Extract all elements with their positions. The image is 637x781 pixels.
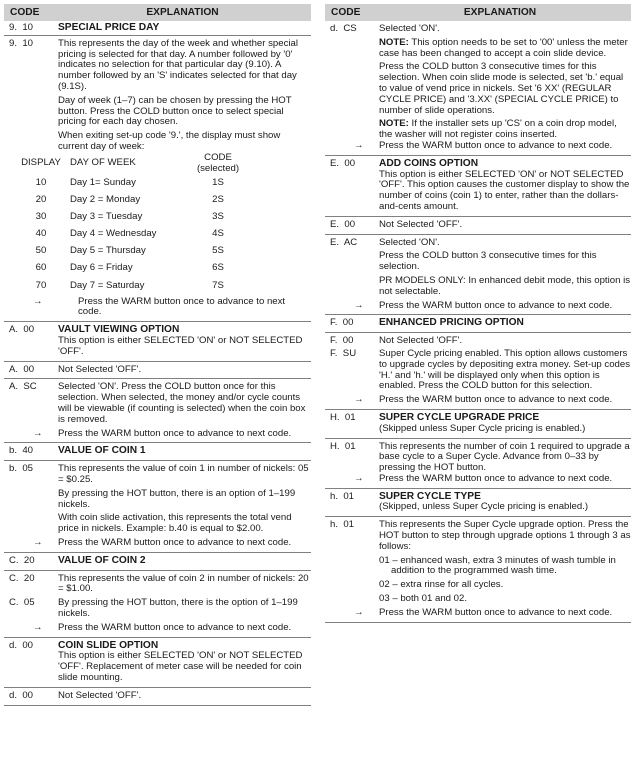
vault-viewing-on-row [4,379,311,443]
coin2-detail [4,571,311,638]
table-header [4,4,311,21]
row-code: F. 00 [330,335,354,347]
section-title: SUPER CYCLE UPGRADE PRICE [379,411,540,423]
note-paragraph [379,119,631,141]
cell-code: 1S [212,176,224,188]
arrow-instruction: Press the WARM button once to advance to next code. [379,139,613,151]
code-header: CODE [331,7,361,18]
option-item: 02 – extra rinse for all cycles. [379,579,504,591]
note-label: NOTE: [379,36,409,48]
note-paragraph [379,38,631,60]
note-text: If the installer sets up 'CS' on a coin drop model, the washer will not register coins inserted. [379,118,617,141]
section-title: COIN SLIDE OPTION [58,639,159,651]
arrow-icon: → [33,537,43,549]
arrow-icon: → [33,295,43,307]
paragraph: Selected 'ON'. [379,236,440,248]
option-item: 03 – both 01 and 02. [379,593,468,605]
row-code: b. 05 [9,463,34,475]
row-code: 9. 10 [9,37,34,49]
paragraph: This option is either SELECTED 'ON' or NOT SELECTED 'OFF'. Replacement of meter case will be needed for coin slide mounting. [58,650,303,683]
section-title: ADD COINS OPTION [379,157,479,169]
table-header-row [12,153,254,175]
cell-code: 3S [212,210,224,222]
cell-day: Day 4 = Wednesday [70,228,157,240]
cell-display: 50 [35,245,47,257]
arrow-instruction: Press the WARM button once to advance to next code. [379,394,613,406]
enhanced-pricing-detail [325,333,631,410]
paragraph: Press the COLD button 3 consecutive times for this selection. [379,250,597,273]
arrow-icon: → [354,139,364,151]
paragraph: This represents the day of the week and whether special pricing is selected for that day. A number followed by '0' indicates no selection for that particular day (9.10). A number followed by an 'S' indicates selected for that day (9.1S). [58,37,298,92]
row-code: E. 00 [330,218,356,230]
row-code: d. 00 [9,689,34,701]
coin1-detail [4,461,311,553]
paragraph: Selected 'ON'. Press the COLD button once for this selection. When selected, the money and/or cycle counts will be viewable (if counting is selected) when the coin box is removed. [58,381,306,425]
table-row [12,260,254,277]
arrow-icon: → [354,606,364,618]
arrow-icon: → [354,394,364,406]
row-code: F. 00 [330,317,354,329]
paragraph: This represents the value of coin 2 in number of nickels: 20 = $1.00. [58,572,309,595]
arrow-icon: → [354,472,364,484]
cell-code: 5S [212,245,224,257]
paragraph: Not Selected 'OFF'. [58,363,142,375]
coin2-title-row [4,553,311,571]
section-title: VALUE OF COIN 1 [58,445,146,457]
paragraph: This represents the value of coin 1 in number of nickels: 05 = $0.25. [58,463,309,486]
table-row [12,192,254,209]
cell-day: Day 6 = Friday [70,262,133,274]
arrow-icon: → [33,621,43,633]
row-code: h. 01 [330,490,355,502]
cell-display: 40 [35,228,47,240]
coin-slide-on-row [325,21,631,156]
arrow-instruction: Press the WARM button once to advance to next code. [78,295,286,318]
row-code: E. 00 [330,157,356,169]
section-title: SPECIAL PRICE DAY [58,22,160,33]
coin-slide-title-row [4,638,311,688]
column-header: DAY OF WEEK [70,157,136,169]
cycle-type-detail [325,517,631,622]
paragraph: This option is either SELECTED 'ON' or NOT SELECTED 'OFF'. This option causes the customer display to show the number of coins (coin 1) to enter, rather than the dollars-and-cents amount. [379,168,630,212]
paragraph: This represents the number of coin 1 required to upgrade a base cycle to a Super Cycle. Advance from 0–33 by pressing the HOT button. [379,440,630,474]
coin1-title-row [4,443,311,461]
section-title: ENHANCED PRICING OPTION [379,317,524,329]
column-header: DISPLAY [21,157,61,169]
cell-display: 20 [35,193,47,205]
section-title: SUPER CYCLE TYPE [379,490,481,502]
cell-code: 6S [212,262,224,274]
cell-day: Day 3 = Tuesday [70,210,143,222]
cell-display: 10 [35,176,47,188]
cell-day: Day 2 = Monday [70,193,141,205]
upgrade-price-detail [325,439,631,489]
cell-code: 7S [212,279,224,291]
paragraph: This option is either SELECTED 'ON' or NOT SELECTED 'OFF'. [58,335,303,357]
paragraph: With coin slide activation, this represents the total vend price in nickels. Example: b.40 is equal to $2.00. [58,512,292,535]
day-of-week-table [12,153,254,295]
cell-day: Day 7 = Saturday [70,279,145,291]
table-header [325,4,631,21]
note-text: This option needs to be set to '00' unless the meter case has been changed to accept a coin slide device. [379,36,628,59]
paragraph: Super Cycle pricing enabled. This option allows customers to upgrade cycles by depositing extra money. Set-up codes 'H.' and 'h.' will be displayed only when this option is enabled. Press the COLD button for this selection. [379,347,631,392]
cycle-type-title-row [325,489,631,518]
paragraph: (Skipped unless Super Cycle pricing is enabled.) [379,422,586,434]
row-code: H. 01 [330,411,356,423]
paragraph: Press the COLD button 3 consecutive times for this selection. When coin slide mode is selected, set 'b.' equal to value of vend price in nickels. Set '6 XX' (REGULAR CYCLE PRICE) and '3.XX' (SPECIAL CYCLE PRICE) to number of slide operations. [379,61,624,116]
table-row [12,243,254,260]
option-item: 01 – enhanced wash, extra 3 minutes of wash tumble in addition to the programmed wash time. [379,554,616,577]
row-code: d. 00 [9,639,34,651]
table-row [12,226,254,243]
note-label: NOTE: [379,118,409,130]
explanation-header: EXPLANATION [146,7,219,18]
row-code: C. 05 [9,597,35,609]
row-code: d. CS [330,23,357,34]
paragraph: By pressing the HOT button, there is the option of 1–199 nickels. [58,597,298,619]
cell-display: 30 [35,210,47,222]
row-code: b. 40 [9,445,34,457]
paragraph: (Skipped, unless Super Cycle pricing is enabled.) [379,501,589,513]
arrow-icon: → [33,427,43,439]
cell-code: 4S [212,228,224,240]
add-coins-title-row [325,156,631,217]
paragraph: Day of week (1–7) can be chosen by pressing the HOT button. Press the COLD button once to select special pricing for each day chosen. [58,94,292,128]
paragraph: Not Selected 'OFF'. [379,218,463,230]
vault-viewing-title-row [4,322,311,361]
cell-day: Day 5 = Thursday [70,245,146,257]
paragraph: Not Selected 'OFF'. [379,335,463,347]
row-code: 9. 10 [9,22,34,33]
enhanced-pricing-title-row [325,315,631,333]
cell-code: 2S [212,193,224,205]
table-row [12,277,254,294]
paragraph: PR MODELS ONLY: In enhanced debit mode, this option is not selectable. [379,274,630,297]
right-column [325,4,631,623]
arrow-icon: → [354,299,364,311]
left-column [4,4,311,706]
arrow-instruction: Press the WARM button once to advance to next code. [58,621,292,633]
vault-viewing-off-row [4,362,311,380]
section-title: VALUE OF COIN 2 [58,554,146,566]
row-code: A. SC [9,381,37,393]
cell-display: 70 [35,279,47,291]
paragraph: Not Selected 'OFF'. [58,689,142,701]
upgrade-price-title-row [325,410,631,439]
row-code: F. SU [330,347,357,359]
row-code: E. AC [330,236,358,248]
cell-display: 60 [35,262,47,274]
row-code: H. 01 [330,440,356,452]
code-header: CODE [10,7,40,18]
table-row [12,209,254,226]
paragraph: This represents the Super Cycle upgrade option. Press the HOT button to step through upgrade options 1 through 3 as follows: [379,519,631,552]
column-header: CODE (selected) [196,151,240,174]
explanation-header: EXPLANATION [463,7,537,18]
section-title: VAULT VIEWING OPTION [58,324,180,336]
row-code: A. 00 [9,324,35,336]
row-code: C. 20 [9,572,35,584]
cell-day: Day 1= Sunday [70,176,136,188]
arrow-instruction: Press the WARM button once to advance to next code. [379,299,613,311]
arrow-instruction: Press the WARM button once to advance to next code. [379,606,613,618]
table-row [12,174,254,191]
row-code: h. 01 [330,519,355,531]
special-price-day-title-row [4,21,311,36]
arrow-instruction: Press the WARM button once to advance to next code. [58,537,292,549]
arrow-instruction: Press the WARM button once to advance to next code. [379,472,613,484]
row-code: C. 20 [9,554,35,566]
paragraph: Selected 'ON'. [379,23,440,34]
add-coins-off-row [325,217,631,235]
arrow-instruction: Press the WARM button once to advance to next code. [58,427,292,439]
coin-slide-off-row [4,688,311,706]
special-price-day-detail [4,36,311,322]
add-coins-on-row [325,235,631,316]
paragraph: When exiting set-up code '9.', the display must show current day of week: [58,130,281,152]
row-code: A. 00 [9,363,35,375]
paragraph: By pressing the HOT button, there is an option of 1–199 nickels. [58,487,296,510]
